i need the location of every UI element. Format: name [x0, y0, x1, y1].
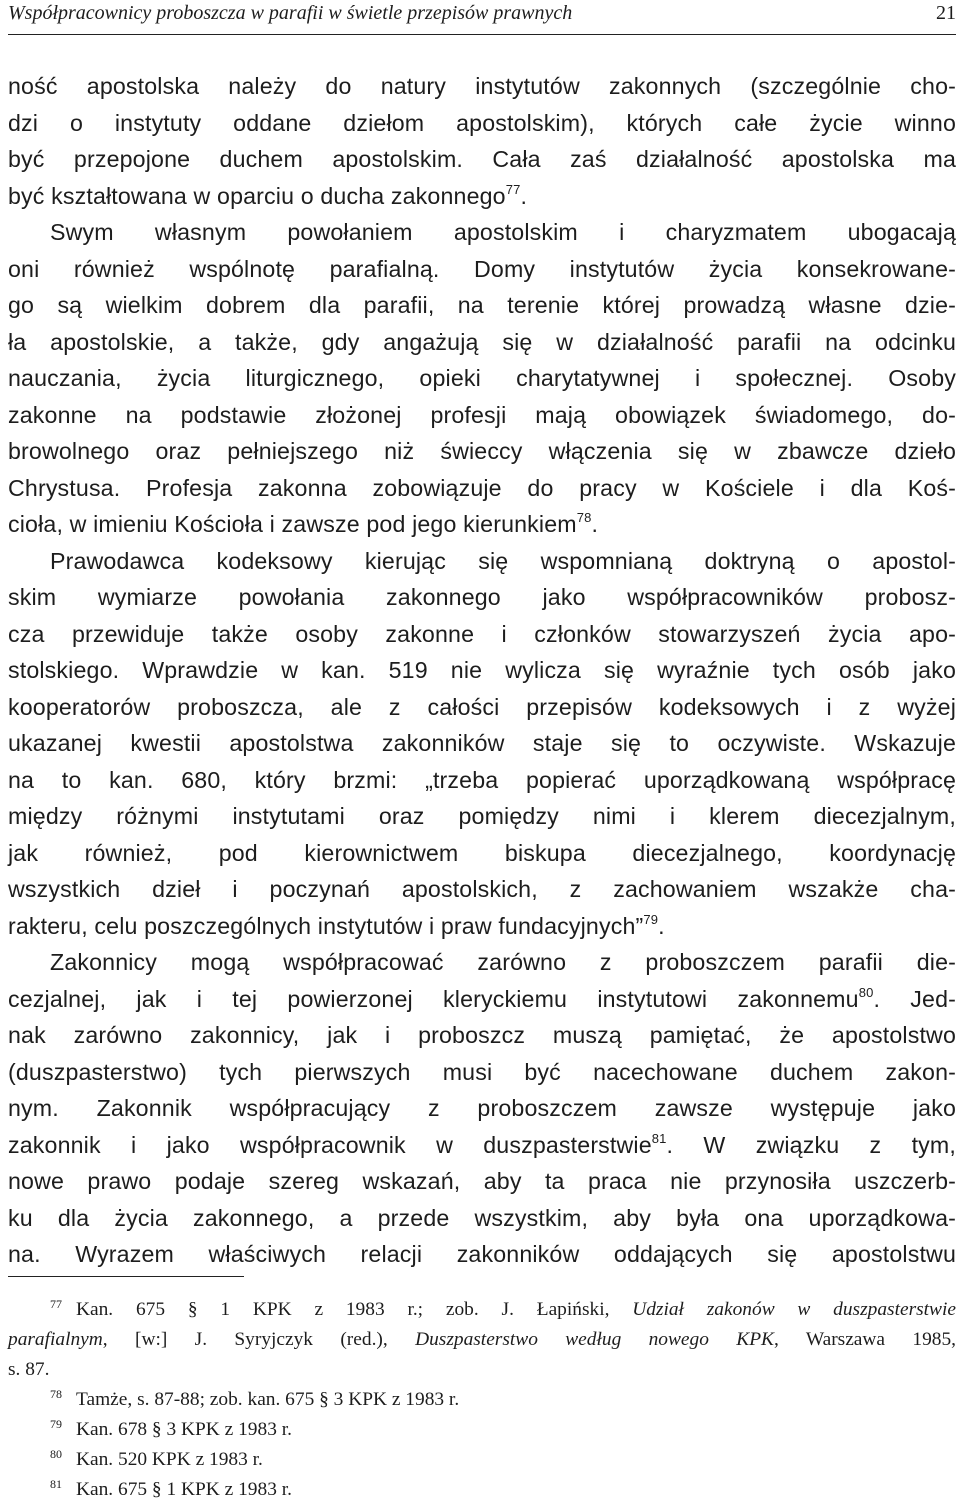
text-segment: być kształtowana w oparciu o ducha zakonnego [8, 182, 506, 209]
footnote-separator [8, 1276, 244, 1277]
footnote-number: 80 [50, 1447, 62, 1461]
footnote-77-cont [8, 1325, 956, 1355]
footnote-text: Kan. 678 § 3 KPK z 1983 r. [76, 1419, 292, 1440]
text-line: go są wielkim dobrem dla parafii, na terenie której prowadzą własne dzie- [8, 292, 956, 318]
footnote-ref: 81 [651, 1130, 667, 1146]
footnote-title: Udział zakonów w duszpasterstwie [632, 1299, 956, 1320]
text-line: na to kan. 680, który brzmi: „trzeba popierać uporządkowaną współpracę [8, 766, 956, 793]
footnote-title: Duszpasterstwo według nowego KPK [415, 1329, 774, 1350]
text-line: skim wymiarze powołania zakonnego jako współpracowników probosz- [8, 584, 956, 610]
footnote-77-end: s. 87. [8, 1359, 50, 1380]
text-segment: Jed- [910, 985, 956, 1012]
text-line: być przepojone duchem apostolskim. Cała zaś działalność apostolska ma [8, 146, 956, 172]
text-line: zakonnik i jako współpracownik w duszpasterstwie$^{81}$. W związku z tym, [8, 1130, 956, 1158]
text-line: ła apostolskie, a także, gdy angażują się w działalność parafii na odcinku [8, 328, 956, 355]
text-line: ność apostolska należy do natury instytutów zakonnych (szczególnie cho- [8, 73, 956, 99]
footnote-text: Kan. 520 KPK z 1983 r. [76, 1449, 263, 1470]
footnote-text: Kan. 675 § 1 KPK z 1983 r. [76, 1479, 292, 1500]
text-segment: rakteru, celu poszczególnych instytutów i praw fundacyjnych” [8, 912, 644, 939]
footnote-number: 81 [50, 1477, 62, 1491]
text-line: wszystkich dzieł i poczynań apostolskich, z zachowaniem wszakże cha- [8, 876, 956, 902]
footnote-81 [8, 1475, 956, 1505]
footnote-number: 77 [50, 1297, 62, 1311]
text-line: Chrystusa. Profesja zakonna zobowiązuje do pracy w Kościele i dla Koś- [8, 474, 956, 501]
footnote-text: Kan. 675 § 1 KPK z 1983 r.; zob. J. Łapiński, [76, 1299, 633, 1320]
footnote-79 [8, 1415, 956, 1445]
footnote-ref: 78 [576, 510, 592, 526]
text-line: rakteru, celu poszczególnych instytutów i praw fundacyjnych”$^{79}$. [8, 911, 665, 939]
text-line: na. Wyrazem właściwych relacji zakonników oddających się apostolstwu [8, 1241, 956, 1267]
footnotes [8, 1295, 956, 1505]
running-title: Współpracownicy proboszcza w parafii w świetle przepisów prawnych [8, 2, 573, 24]
text-line: kooperatorów proboszcza, ale z całości przepisów kodeksowych i z wyżej [8, 693, 956, 720]
footnote-ref: 80 [858, 984, 874, 1000]
footnote-80 [8, 1445, 956, 1475]
text-line: nak zarówno zakonnicy, jak i proboszcz muszą pamiętać, że apostolstwo [8, 1022, 956, 1048]
footnote-number: 79 [50, 1417, 62, 1431]
text-line: Zakonnicy mogą współpracować zarówno z proboszczem parafii die- [50, 949, 956, 975]
footnote-78 [8, 1385, 956, 1415]
text-line: cza przewiduje także osoby zakonne i członków stowarzyszeń życia apo- [8, 620, 956, 647]
footnote-text: , Warszawa 1985, [774, 1329, 956, 1350]
text-line: ukazanej kwestii apostolstwa zakonników staje się to oczywiste. Wskazuje [8, 730, 956, 756]
text-line: (duszpasterstwo) tych pierwszych musi być nacechowane duchem zakon- [8, 1058, 956, 1085]
text-line: browolnego oraz pełniejszego niż świeccy włączenia się w zbawcze dzieło [8, 438, 956, 464]
text-line: oni również wspólnotę parafialną. Domy instytutów życia konsekrowane- [8, 255, 956, 282]
text-segment: W związku z tym, [703, 1131, 956, 1158]
text-line: cioła, w imieniu Kościoła i zawsze pod jego kierunkiem$^{78}$. [8, 510, 599, 537]
text-line: nauczania, życia liturgicznego, opieki charytatywnej i społecznej. Osoby [8, 365, 956, 391]
text-line: między różnymi instytutami oraz pomiędzy nimi i klerem diecezjalnym, [8, 803, 956, 829]
text-line: być kształtowana w oparciu o ducha zakonnego$^{77}$. [8, 181, 528, 209]
text-segment: cezjalnej, jak i tej powierzonej kleryckiemu instytutowi zakonnemu [8, 985, 859, 1012]
footnote-text: , [w:] J. Syryjczyk (red.), [102, 1329, 416, 1350]
text-line: dzi o instytuty oddane dziełom apostolskim), których całe życie winno [8, 109, 956, 136]
text-segment: cioła, w imieniu Kościoła i zawsze pod jego kierunkiem [8, 511, 577, 537]
text-line: zakonne na podstawie złożonej profesji mają obowiązek świadomego, do- [8, 401, 956, 428]
main-text [8, 68, 956, 1273]
footnote-ref: 79 [643, 911, 659, 927]
text-line: jak również, pod kierownictwem biskupa diecezjalnego, koordynację [8, 839, 956, 866]
text-line: nym. Zakonnik współpracujący z proboszczem zawsze występuje jako [8, 1095, 956, 1121]
text-line: Prawodawca kodeksowy kierując się wspomnianą doktryną o apostol- [50, 547, 956, 574]
text-line: Swym własnym powołaniem apostolskim i charyzmatem ubogacają [50, 219, 956, 245]
footnote-title: parafialnym [8, 1329, 103, 1350]
page-number: 21 [936, 2, 956, 24]
text-segment: zakonnik i jako współpracownik w duszpasterstwie [8, 1131, 652, 1158]
footnote-number: 78 [50, 1387, 62, 1401]
footnote-ref: 77 [505, 181, 521, 197]
text-line: nowe prawo podaje szereg wskazań, aby ta praca nie przynosiła uszczerb- [8, 1168, 956, 1194]
text-line: ku dla życia zakonnego, a przede wszystkim, aby była ona uporządkowa- [8, 1204, 956, 1231]
footnote-77 [8, 1295, 956, 1325]
running-header [8, 0, 956, 35]
text-line: stolskiego. Wprawdzie w kan. 519 nie wylicza się wyraźnie tych osób jako [8, 657, 956, 683]
text-line: cezjalnej, jak i tej powierzonej kleryckiemu instytutowi zakonnemu$^{80}$. Jed- [8, 984, 956, 1012]
footnote-text: Tamże, s. 87-88; zob. kan. 675 § 3 KPK z 1983 r. [76, 1389, 460, 1410]
